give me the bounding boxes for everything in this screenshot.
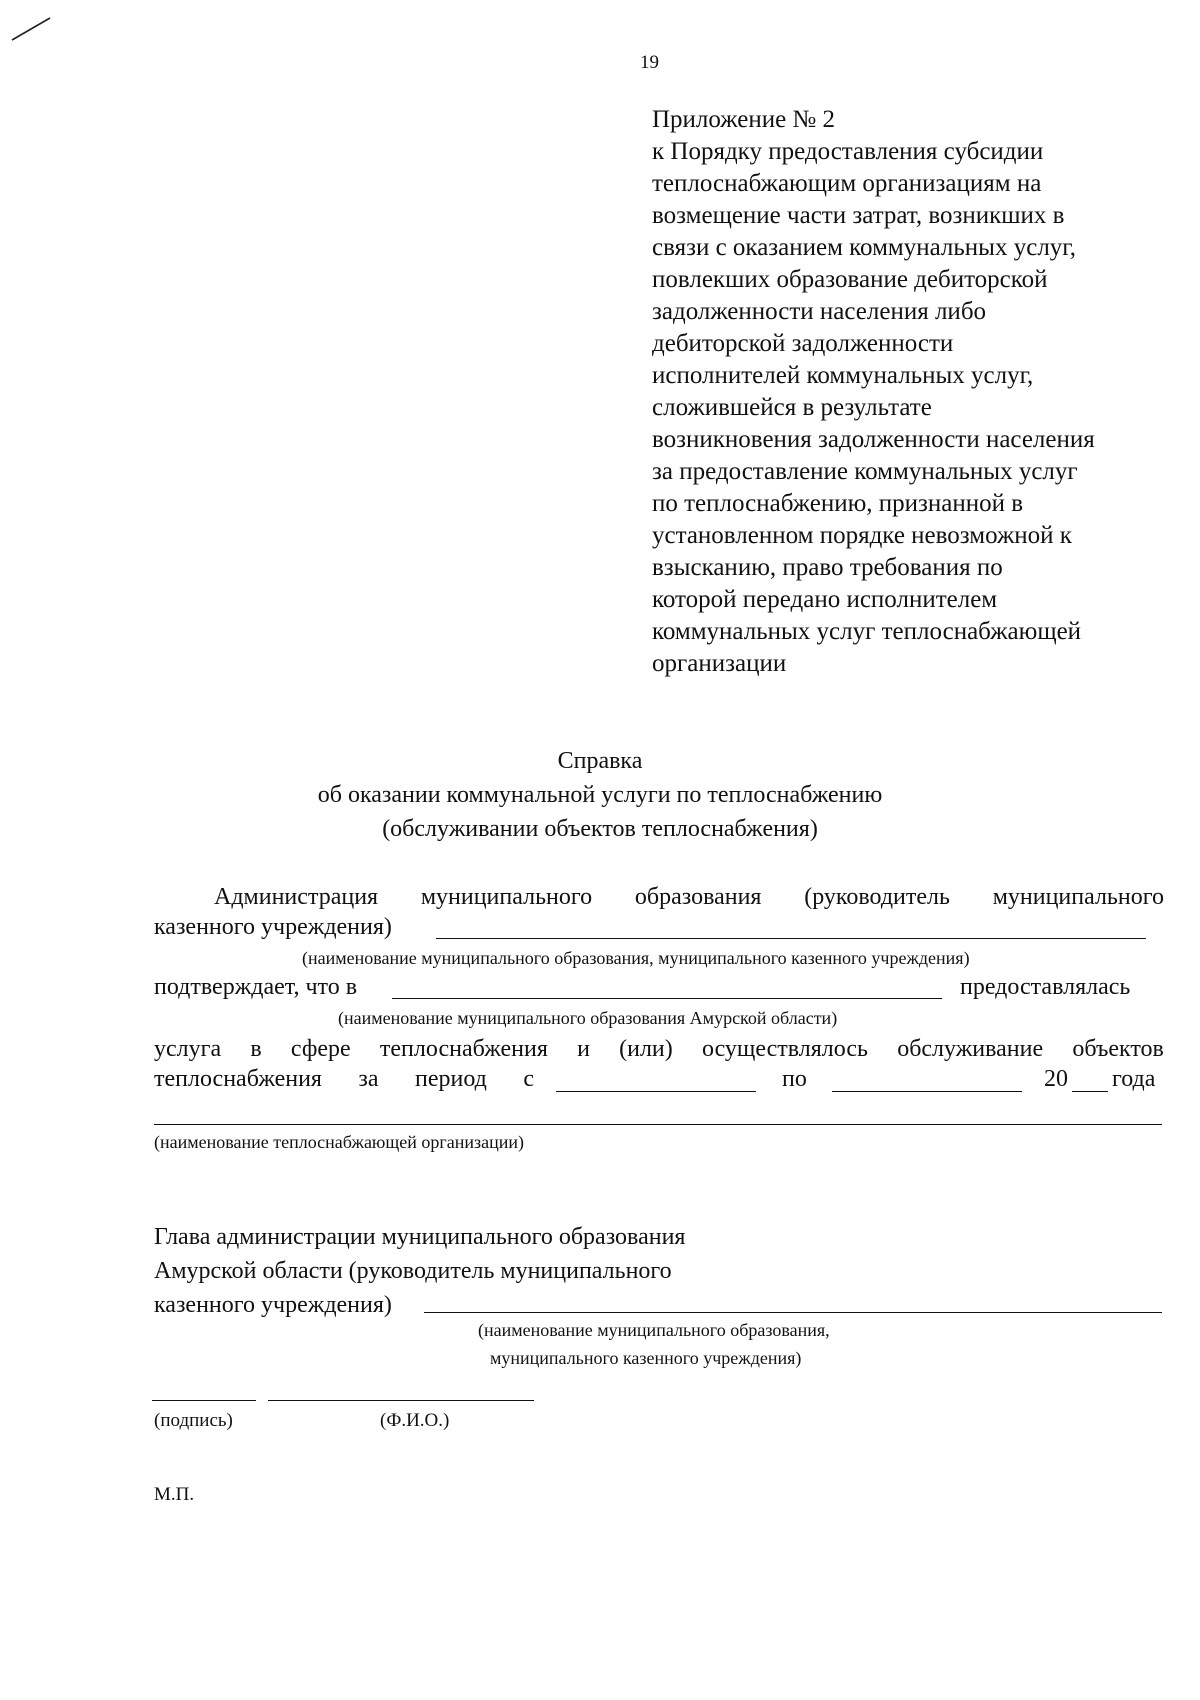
period-to-label: по [782,1066,807,1092]
appendix-line: возникновения задолженности населения [652,426,1095,453]
head-line: казенного учреждения) [154,1292,392,1318]
full-name-field[interactable] [268,1400,534,1401]
appendix-line: коммунальных услуг теплоснабжающей [652,618,1082,645]
provided-label: предоставлялась [960,974,1131,1000]
appendix-line: установленном порядке невозможной к [652,522,1072,549]
year-prefix: 20 [1044,1066,1068,1092]
signature-field[interactable] [152,1400,256,1401]
title-line: (обслуживании объектов теплоснабжения) [382,816,818,842]
appendix-line: взысканию, право требования по [652,554,1003,581]
heat-supply-org-field[interactable] [154,1124,1162,1125]
pen-stroke-mark [10,10,54,44]
period-from-field[interactable] [556,1091,756,1092]
appendix-line: возмещение части затрат, возникших в [652,202,1065,229]
title-line: Справка [557,748,643,774]
appendix-line: которой передано исполнителем [652,586,998,613]
org-name-field[interactable] [436,938,1146,939]
appendix-line: организации [652,650,787,677]
body-line-2: казенного учреждения) [154,914,392,940]
hint-org-name: (наименование муниципального образования, муниципального казенного учреждения) [302,948,970,968]
hint-head-line2: муниципального казенного учреждения) [490,1348,802,1368]
full-name-label: (Ф.И.О.) [380,1410,450,1431]
hint-head-line1: (наименование муниципального образования, [478,1320,830,1340]
year-suffix: года [1112,1066,1156,1092]
document-title [0,744,1200,846]
municipality-field[interactable] [392,998,942,999]
appendix-line: к Порядку предоставления субсидии [652,138,1044,165]
title-line: об оказании коммунальной услуги по теплоснабжению [317,782,883,808]
head-name-field[interactable] [424,1312,1162,1313]
hint-municipality: (наименование муниципального образования Амурской области) [338,1008,838,1028]
head-line: Глава администрации муниципального образования [154,1224,686,1250]
appendix-line: сложившейся в результате [652,394,932,421]
signature-label: (подпись) [154,1410,233,1431]
page-number: 19 [640,52,659,73]
hint-heat-supply-org: (наименование теплоснабжающей организации) [154,1132,524,1152]
head-line: Амурской области (руководитель муниципального [154,1258,672,1284]
appendix-line: дебиторской задолженности [652,330,954,357]
confirms-label: подтверждает, что в [154,974,358,1000]
body-line-service: услуга в сфере теплоснабжения и (или) осуществлялось обслуживание объектов [154,1036,1164,1062]
period-words: теплоснабжения за период с [154,1066,534,1092]
appendix-line: связи с оказанием коммунальных услуг, [652,234,1076,261]
year-field[interactable] [1072,1091,1108,1092]
period-to-field[interactable] [832,1091,1022,1092]
appendix-line: теплоснабжающим организациям на [652,170,1042,197]
appendix-line: повлекших образование дебиторской [652,266,1048,293]
appendix-block [652,104,1192,680]
appendix-line: исполнителей коммунальных услуг, [652,362,1034,389]
appendix-line: по теплоснабжению, признанной в [652,490,1024,517]
stamp-place: М.П. [154,1484,195,1505]
appendix-line: за предоставление коммунальных услуг [652,458,1078,485]
body-line-1: Администрация муниципального образования (руководитель муниципального [214,884,1164,910]
appendix-line: Приложение № 2 [652,106,836,133]
head-block [154,1220,685,1322]
appendix-line: задолженности населения либо [652,298,987,325]
